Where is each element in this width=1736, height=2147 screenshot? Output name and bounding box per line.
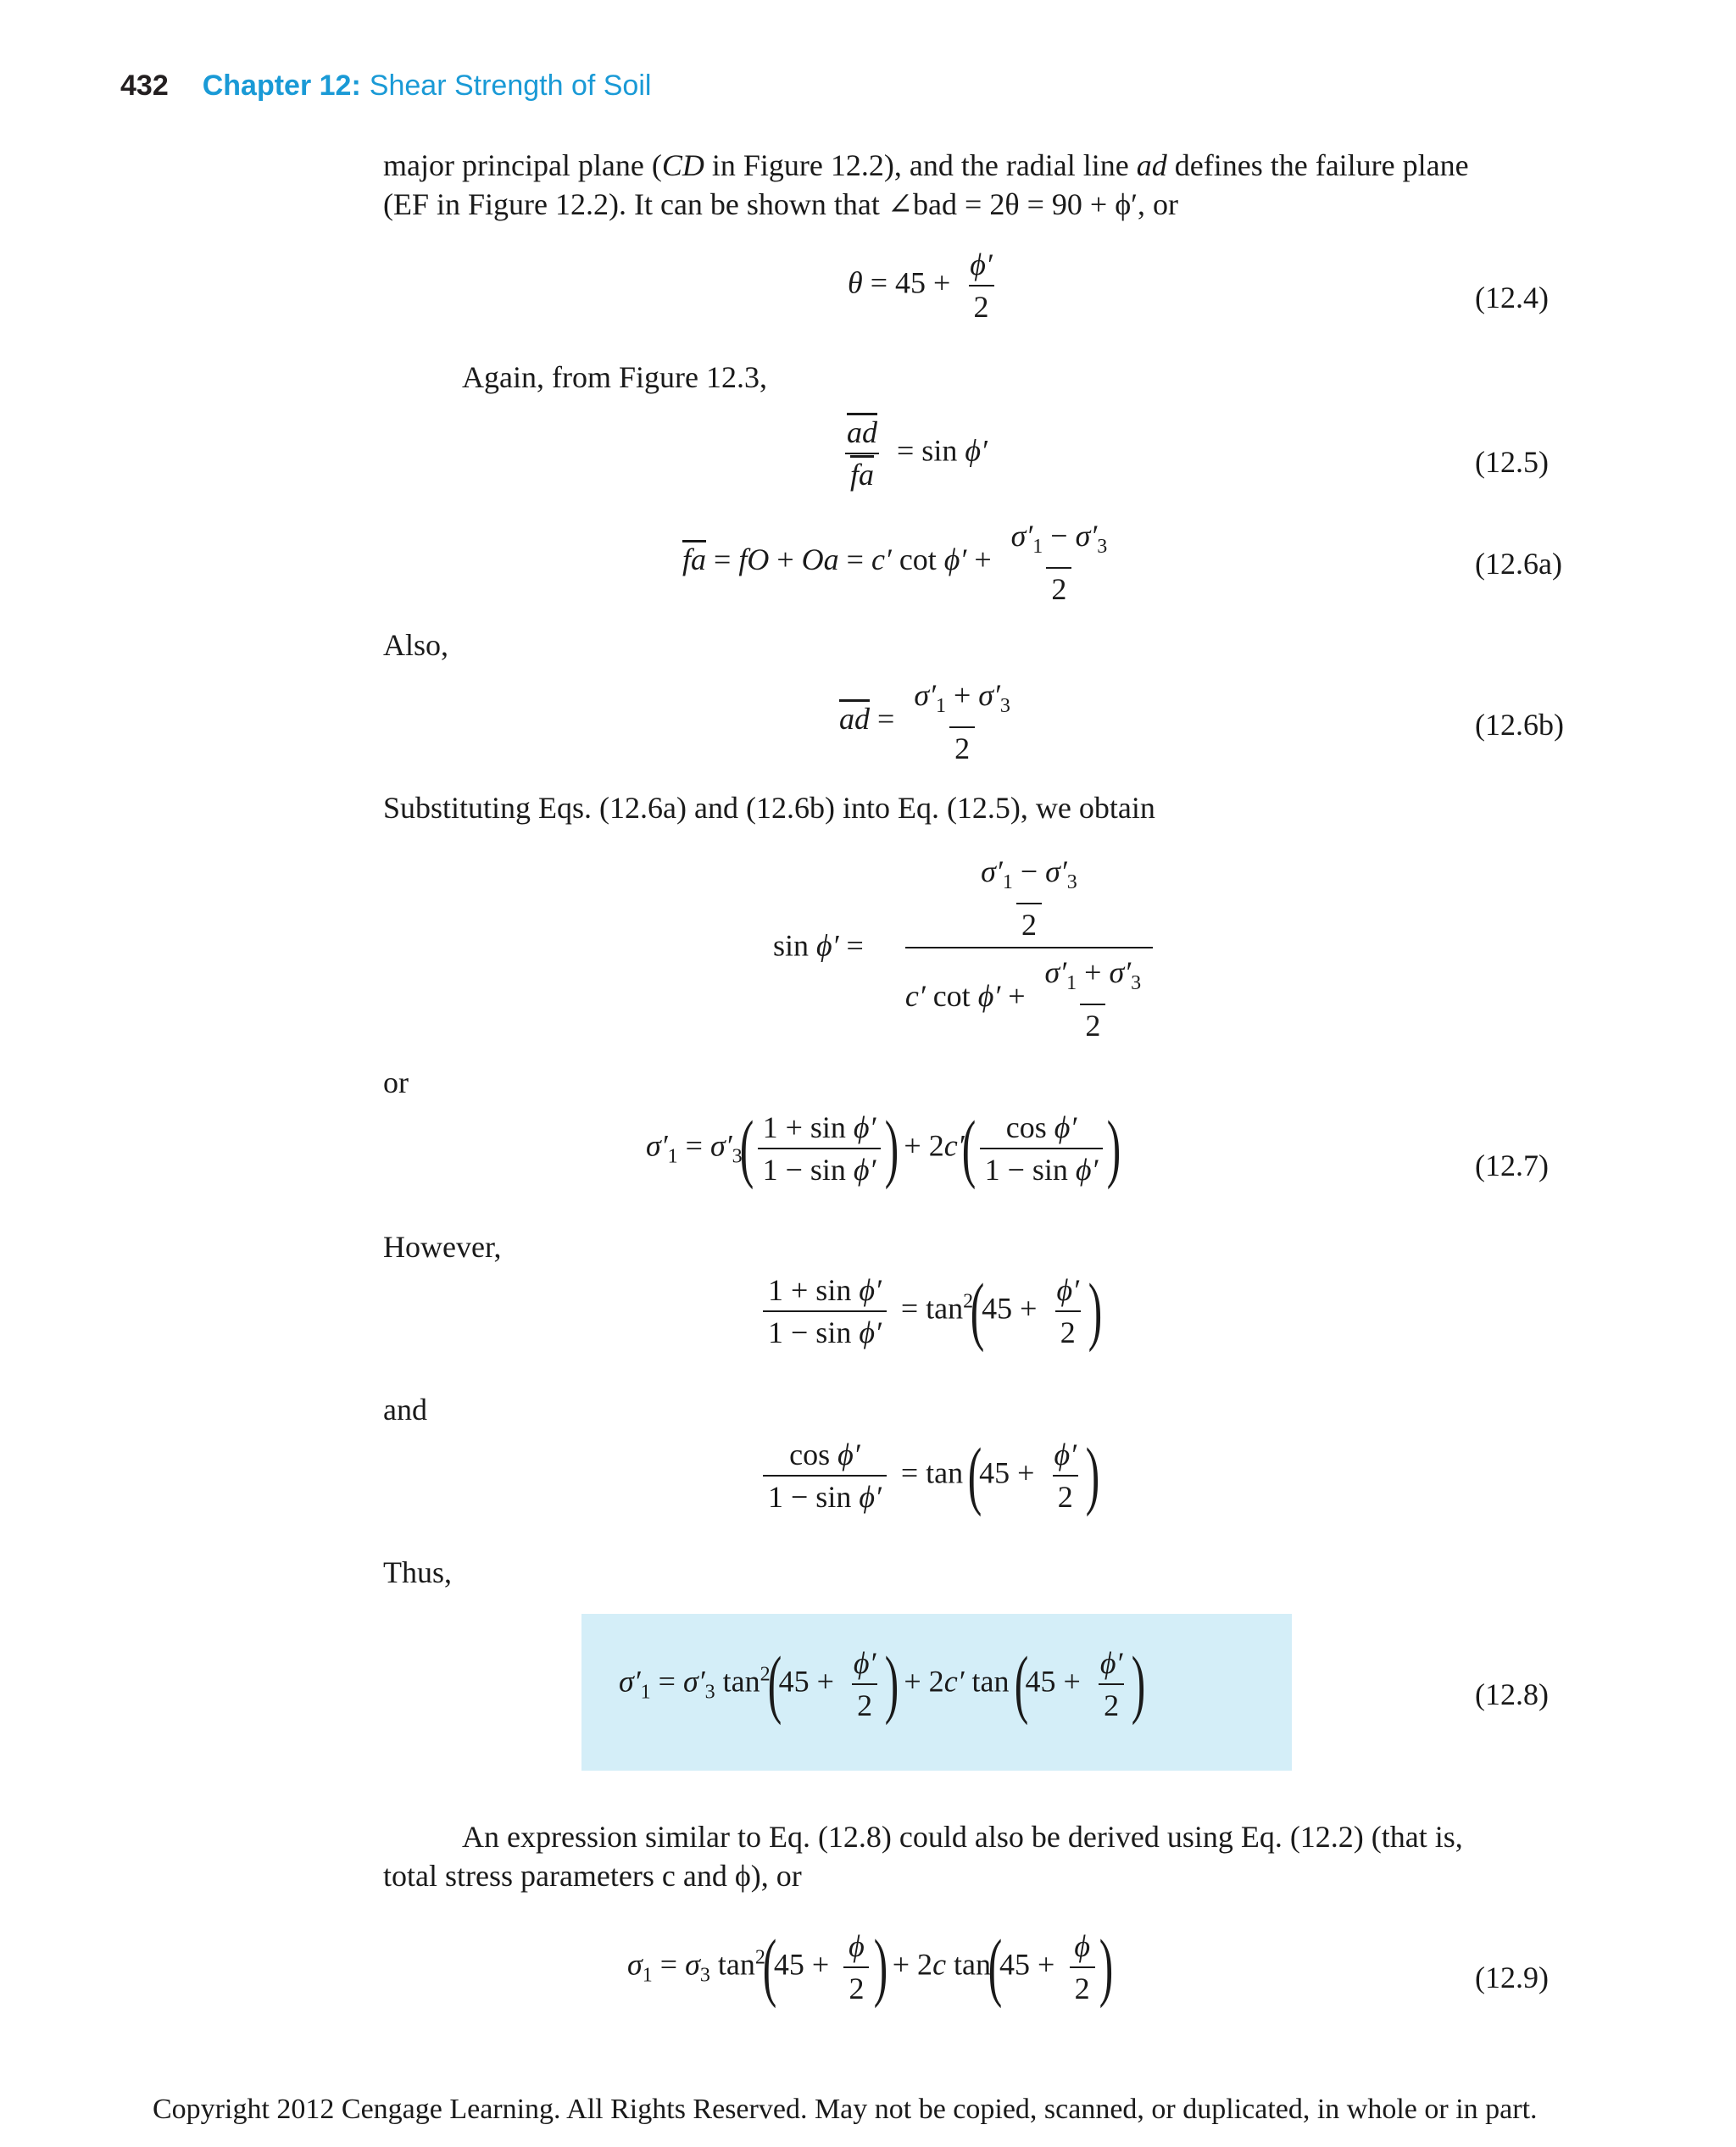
equation-12-9: $\sigma_1 = \sigma_3$ $\tan^2(45$ + $\frac{\phi}{2}$ ) + 2c tan(45 + $\frac{\phi}{2}$ ) xyxy=(627,1925,1114,2009)
equation-number-12-9: (12.9) xyxy=(1475,1961,1549,1994)
page-number: 432 xyxy=(120,70,169,102)
paragraph-line-2: (EF in Figure 12.2). It can be shown that ∠bad = 2θ = 90 + ϕ′, or xyxy=(383,187,1179,221)
chapter-title: Shear Strength of Soil xyxy=(369,70,652,102)
paragraph-line-1: major principal plane (CD in Figure 12.2), and the radial line ad defines the failure plane xyxy=(383,148,1469,182)
label-also: Also, xyxy=(383,628,449,662)
copyright-footer: Copyright 2012 Cengage Learning. All Rights Reserved. May not be copied, scanned, or duplicated, in whole or in part. xyxy=(153,2094,1538,2125)
chapter-label: Chapter 12: xyxy=(202,70,361,102)
equation-sin-phi-compound: sin ϕ′ = $\frac{\sigma'_1 - \sigma'_3}{2}$ c′ cot ϕ′ + $\frac{\sigma'_1 + \sigma'_3}{2}$ xyxy=(773,854,1160,1043)
equation-12-8: $\sigma'_1 = \sigma'_3$ $\tan^2(45$ + $\frac{\phi'}{2}$ ) + 2c′ tan (45 + $\frac{\phi'}{2}$ ) xyxy=(619,1642,1146,1726)
label-thus: Thus, xyxy=(383,1555,452,1589)
equation-number-12-6b: (12.6b) xyxy=(1475,708,1564,742)
equation-tan-squared-identity: $\frac{\text{1 + sin ϕ′}}{\text{1 − sin ϕ′}}$ = $\tan^2(45$ + $\frac{\phi'}{2}$ ) xyxy=(756,1273,1099,1349)
label-and: and xyxy=(383,1393,427,1427)
equation-12-6a: $\overline{fa}$ = fO + Oa = c′ cot ϕ′ + $\frac{\sigma'_1 - \sigma'_3}{2}$ xyxy=(682,519,1108,607)
equation-12-4: θ = 45 + $\frac{\phi'}{2}$ xyxy=(848,248,993,324)
label-however: However, xyxy=(383,1230,502,1264)
equation-number-12-7: (12.7) xyxy=(1475,1149,1549,1182)
equation-number-12-8: (12.8) xyxy=(1475,1677,1549,1711)
equation-number-12-5: (12.5) xyxy=(1475,445,1549,479)
label-again: Again, from Figure 12.3, xyxy=(462,360,767,394)
page-header xyxy=(120,70,651,103)
equation-12-6b: $\overline{ad}$ = $\frac{\sigma'_1 + \sigma'_3}{2}$ xyxy=(839,678,1010,766)
paragraph-expression-line-1: An expression similar to Eq. (12.8) could also be derived using Eq. (12.2) (that is, xyxy=(462,1820,1463,1854)
equation-number-12-6a: (12.6a) xyxy=(1475,547,1562,581)
paragraph-expression-line-2: total stress parameters c and ϕ), or xyxy=(383,1859,802,1893)
equation-12-5: $\frac{\overline{ad}}{fa}$ = sin ϕ′ xyxy=(835,415,988,492)
equation-number-12-4: (12.4) xyxy=(1475,281,1549,314)
equation-tan-identity: $\frac{\text{cos ϕ′}}{\text{1 − sin ϕ′}}$ = tan (45 + $\frac{\phi'}{2}$ ) xyxy=(756,1438,1097,1514)
label-or: or xyxy=(383,1065,409,1099)
label-substituting: Substituting Eqs. (12.6a) and (12.6b) into Eq. (12.5), we obtain xyxy=(383,791,1155,825)
equation-12-7: $\sigma'_1 = \sigma'_3$( $\frac{\text{1 + sin ϕ′}}{\text{1 − sin ϕ′}}$ ) + 2c′( $\frac{\text{cos ϕ′}}{\text{1 − sin ϕ′}}$ ) xyxy=(646,1106,1121,1190)
